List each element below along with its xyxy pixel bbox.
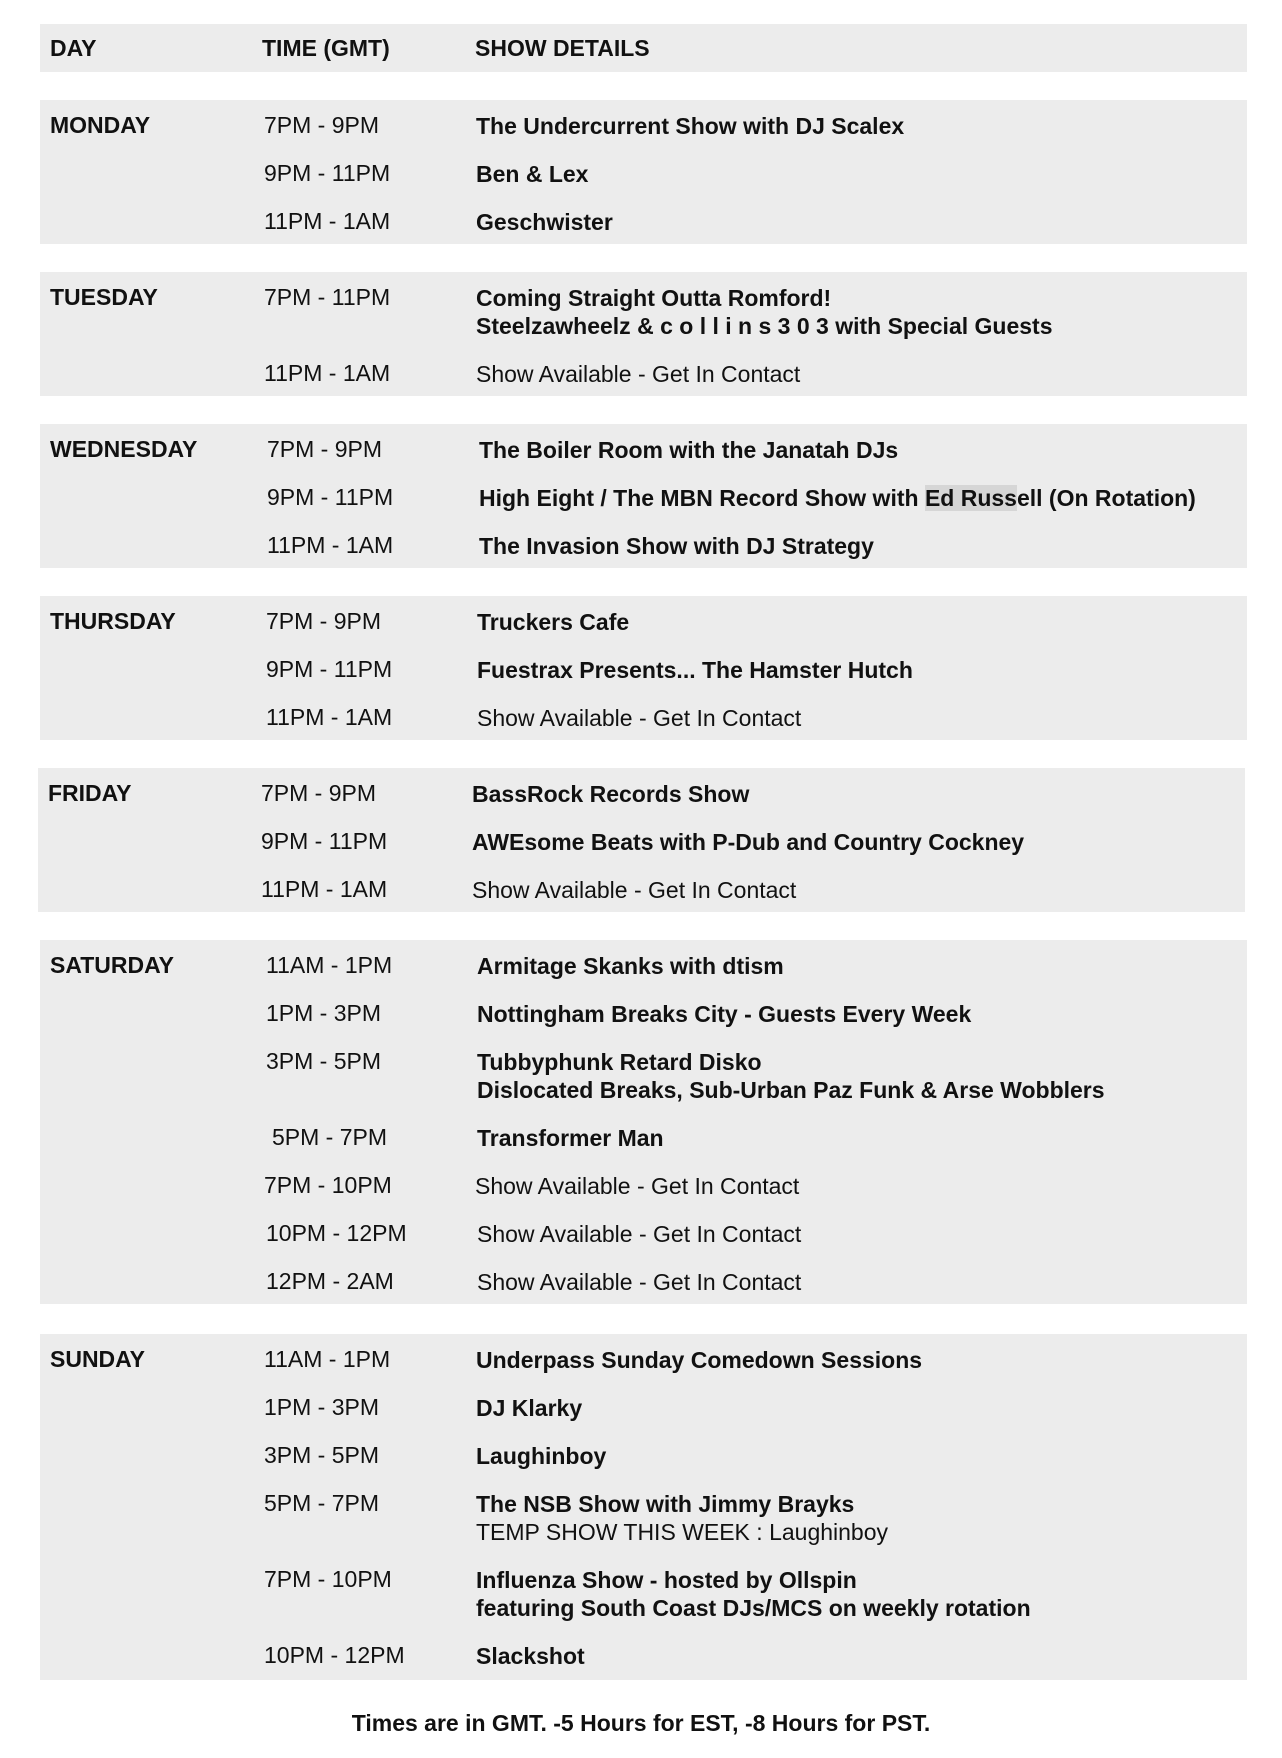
- show-line-2: Steelzawheelz & c o l l i n s 3 0 3 with Special Guests: [476, 313, 1053, 339]
- day-block-tuesday: [40, 272, 1247, 396]
- table-header: [40, 24, 1247, 72]
- show-title: Show Available - Get In Contact: [477, 1269, 802, 1295]
- show-title: Fuestrax Presents... The Hamster Hutch: [477, 657, 913, 683]
- show-line-2: Dislocated Breaks, Sub-Urban Paz Funk & Arse Wobblers: [477, 1077, 1105, 1103]
- show-title: Slackshot: [476, 1643, 585, 1669]
- slot-time: 7PM - 9PM: [264, 112, 380, 138]
- slot-time: 7PM - 10PM: [264, 1566, 392, 1592]
- slot-time: 9PM - 11PM: [261, 828, 388, 854]
- slot-time: 11PM - 1AM: [267, 532, 394, 558]
- day-block-saturday: [40, 940, 1247, 1304]
- show-title: AWEsome Beats with P-Dub and Country Cockney: [472, 829, 1025, 855]
- highlighted-text: Ed Russ: [924, 485, 1017, 511]
- show-title: Transformer Man: [477, 1125, 664, 1151]
- slot-time: 11PM - 1AM: [264, 208, 391, 234]
- slot-time: 12PM - 2AM: [266, 1268, 394, 1294]
- slot-time: 1PM - 3PM: [266, 1000, 382, 1026]
- slot-time: 7PM - 10PM: [264, 1172, 392, 1198]
- show-line-2: featuring South Coast DJs/MCS on weekly rotation: [476, 1595, 1031, 1621]
- slot-time: 3PM - 5PM: [264, 1442, 380, 1468]
- show-title: [479, 484, 1196, 512]
- slot-time: 3PM - 5PM: [266, 1048, 382, 1074]
- show-title: Nottingham Breaks City - Guests Every Week: [477, 1001, 972, 1027]
- slot-time: 5PM - 7PM: [264, 1490, 380, 1516]
- show-title-part: ell (On Rotation): [1016, 485, 1196, 511]
- show-title: The Undercurrent Show with DJ Scalex: [476, 113, 905, 139]
- show-line-1: The NSB Show with Jimmy Brayks: [476, 1491, 855, 1517]
- show-title: [477, 1048, 1105, 1104]
- slot-time: 11PM - 1AM: [261, 876, 388, 902]
- slot-time: 11AM - 1PM: [264, 1346, 391, 1372]
- slot-time: 9PM - 11PM: [267, 484, 394, 510]
- show-title: BassRock Records Show: [472, 781, 750, 807]
- show-line-1: Coming Straight Outta Romford!: [476, 285, 832, 311]
- show-title: Show Available - Get In Contact: [476, 361, 801, 387]
- show-title: The Invasion Show with DJ Strategy: [479, 533, 874, 559]
- show-title: Laughinboy: [476, 1443, 607, 1469]
- slot-time: 7PM - 9PM: [266, 608, 382, 634]
- slot-time: 9PM - 11PM: [264, 160, 391, 186]
- day-label: TUESDAY: [50, 284, 158, 310]
- show-title: Show Available - Get In Contact: [472, 877, 797, 903]
- show-title: Armitage Skanks with dtism: [477, 953, 784, 979]
- show-title: Show Available - Get In Contact: [477, 705, 802, 731]
- header-show-details: SHOW DETAILS: [475, 35, 650, 61]
- slot-time: 9PM - 11PM: [266, 656, 393, 682]
- show-title: Show Available - Get In Contact: [477, 1221, 802, 1247]
- show-title: Ben & Lex: [476, 161, 589, 187]
- show-line-1: Influenza Show - hosted by Ollspin: [476, 1567, 857, 1593]
- show-title-part: High Eight / The MBN Record Show with: [479, 485, 925, 511]
- day-block-monday: [40, 100, 1247, 244]
- day-block-wednesday: [40, 424, 1247, 568]
- slot-time: 10PM - 12PM: [266, 1220, 407, 1246]
- slot-time: 7PM - 9PM: [261, 780, 377, 806]
- slot-time: 10PM - 12PM: [264, 1642, 405, 1668]
- header-time: TIME (GMT): [262, 35, 390, 61]
- day-label: SUNDAY: [50, 1346, 146, 1372]
- slot-time: 7PM - 11PM: [264, 284, 391, 310]
- show-title: DJ Klarky: [476, 1395, 583, 1421]
- header-day: DAY: [50, 35, 97, 61]
- day-label: SATURDAY: [50, 952, 174, 978]
- show-title: [476, 284, 1052, 340]
- slot-time: 11PM - 1AM: [264, 360, 391, 386]
- show-title: Underpass Sunday Comedown Sessions: [476, 1347, 923, 1373]
- show-title: The Boiler Room with the Janatah DJs: [479, 437, 899, 463]
- day-label: MONDAY: [50, 112, 151, 138]
- show-line-2: TEMP SHOW THIS WEEK : Laughinboy: [476, 1519, 889, 1545]
- show-line-1: Tubbyphunk Retard Disko: [477, 1049, 762, 1075]
- day-block-sunday: [40, 1334, 1247, 1680]
- slot-time: 11PM - 1AM: [266, 704, 393, 730]
- day-label: THURSDAY: [50, 608, 176, 634]
- show-title: Truckers Cafe: [477, 609, 630, 635]
- day-block-friday: [38, 768, 1245, 912]
- slot-time: 7PM - 9PM: [267, 436, 383, 462]
- day-block-thursday: [40, 596, 1247, 740]
- show-title: Geschwister: [476, 209, 613, 235]
- day-label: WEDNESDAY: [50, 436, 198, 462]
- day-label: FRIDAY: [48, 780, 132, 806]
- show-title: [476, 1566, 1031, 1622]
- slot-time: 5PM - 7PM: [272, 1124, 388, 1150]
- slot-time: 1PM - 3PM: [264, 1394, 380, 1420]
- show-title: Show Available - Get In Contact: [475, 1173, 800, 1199]
- timezone-note: Times are in GMT. -5 Hours for EST, -8 Hours for PST.: [351, 1710, 931, 1736]
- show-title: [476, 1490, 888, 1546]
- slot-time: 11AM - 1PM: [266, 952, 393, 978]
